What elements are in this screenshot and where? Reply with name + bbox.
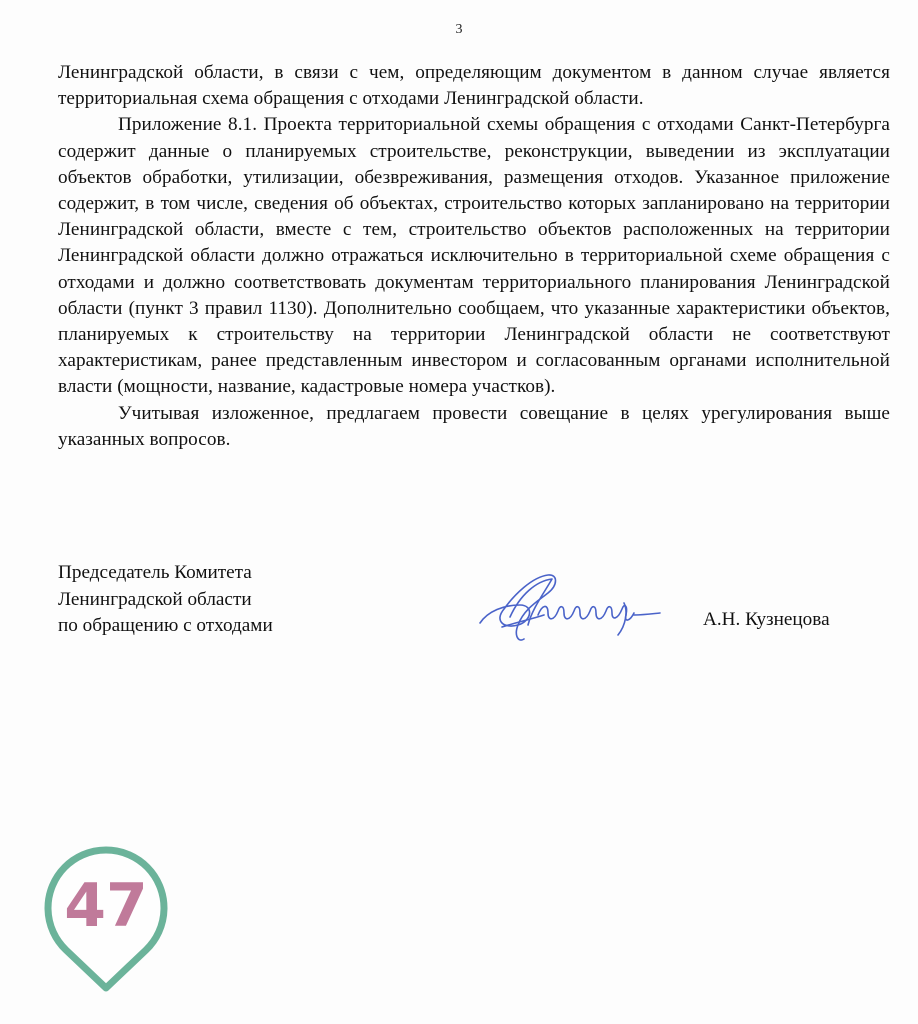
- region-47-watermark: [40, 838, 172, 998]
- paragraph-proposal: Учитывая изложенное, предлагаем провести совещание в целях урегулирования выше указанных вопросов.: [58, 402, 890, 450]
- paragraph-appendix: Приложение 8.1. Проекта территориальной схемы обращения с отходами Санкт-Петербурга содержит данные о планируемых строительстве, реконструкции, выведении из эксплуатации объектов обработки, утилизации, обезвреживания, размещения отходов. Указанное приложение содержит, в том числе, сведения об объектах, строительство которых запланировано на территории Ленинградской области, вместе с тем, строительство объектов расположенных на территории Ленинградской области должно отражаться исключительно в территориальной схеме обращения с отходами и должно соответствовать документам территориального планирования Ленинградской области (пункт 3 правил 1130). Дополнительно сообщаем, что указанные характеристики объектов, планируемых к строительству на территории Ленинградской области не соответствуют характеристикам, ранее представленным инвестором и согласованным органами исполнительной власти (мощности, название, кадастровые номера участков).: [58, 114, 890, 398]
- position-line: Председатель Комитета: [58, 562, 252, 583]
- paragraph-continuation: Ленинградской области, в связи с чем, определяющим документом в данном случае является территориальная схема обращения с отходами Ленинградской области.: [58, 62, 890, 110]
- position-line: Ленинградской области: [58, 588, 252, 610]
- watermark-number: 47: [64, 871, 148, 941]
- page-number: 3: [455, 22, 463, 37]
- letter-body: [58, 60, 890, 453]
- signer-name: А.Н. Кузнецова: [703, 609, 830, 630]
- handwritten-signature-icon: [474, 565, 664, 647]
- signatory-position: [58, 560, 273, 640]
- position-line: по обращению с отходами: [58, 615, 273, 636]
